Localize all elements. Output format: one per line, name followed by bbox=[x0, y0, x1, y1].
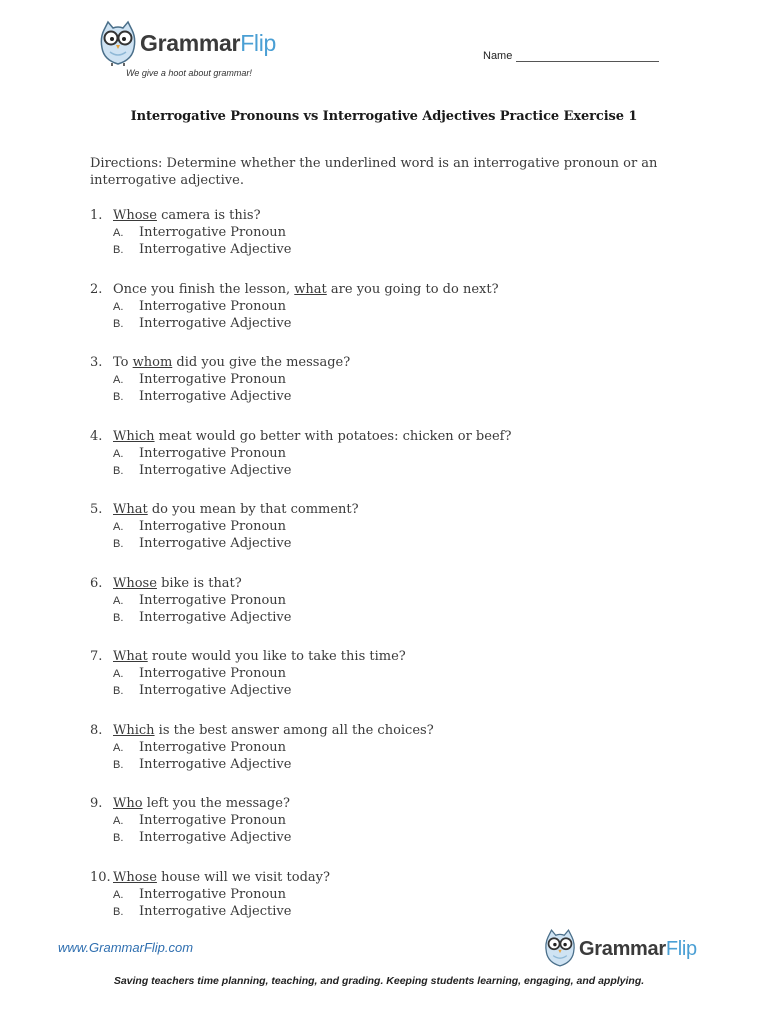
option-a[interactable] bbox=[113, 740, 286, 757]
option-letter: B. bbox=[113, 317, 124, 330]
question-number: 1. bbox=[90, 208, 103, 223]
option-label: Interrogative Adjective bbox=[139, 683, 292, 698]
question-text bbox=[113, 649, 406, 666]
option-a[interactable] bbox=[113, 887, 286, 904]
option-letter: A. bbox=[113, 521, 124, 533]
question-number: 7. bbox=[90, 649, 103, 664]
underlined-word: whom bbox=[132, 355, 173, 370]
brand-grammar-text: Grammar bbox=[579, 938, 666, 960]
option-label: Interrogative Adjective bbox=[139, 242, 292, 257]
question-number: 4. bbox=[90, 428, 103, 444]
option-a[interactable] bbox=[113, 225, 286, 242]
option-label: Interrogative Pronoun bbox=[139, 886, 287, 902]
option-a[interactable] bbox=[113, 593, 286, 610]
option-letter: A. bbox=[113, 447, 124, 460]
question-post: camera is this? bbox=[156, 208, 261, 223]
question-item bbox=[90, 576, 690, 650]
question-text bbox=[113, 796, 290, 813]
option-letter: A. bbox=[113, 668, 124, 680]
option-label: Interrogative Pronoun bbox=[139, 813, 287, 828]
option-letter: B. bbox=[113, 391, 124, 403]
option-b[interactable] bbox=[113, 316, 291, 333]
option-label: Interrogative Pronoun bbox=[139, 372, 287, 387]
option-label: Interrogative Pronoun bbox=[139, 298, 287, 314]
option-letter: A. bbox=[113, 815, 124, 827]
option-a[interactable] bbox=[113, 813, 286, 830]
option-a[interactable] bbox=[113, 372, 286, 389]
option-letter: A. bbox=[113, 594, 124, 607]
question-number: 10. bbox=[90, 869, 111, 885]
option-letter: A. bbox=[113, 888, 124, 901]
question-post: house will we visit today? bbox=[156, 869, 330, 885]
directions: Directions: Determine whether the underlined word is an interrogative pronoun or an interrogative adjective. bbox=[90, 156, 658, 188]
question-list bbox=[90, 208, 690, 943]
option-label: Interrogative Pronoun bbox=[139, 445, 287, 461]
option-b[interactable] bbox=[113, 683, 291, 700]
question-item bbox=[90, 355, 690, 429]
underlined-word: what bbox=[294, 281, 327, 297]
question-text bbox=[113, 576, 242, 593]
question-text bbox=[113, 502, 359, 519]
option-b[interactable] bbox=[113, 536, 291, 553]
option-letter: B. bbox=[113, 832, 124, 844]
question-item bbox=[90, 796, 690, 870]
tagline: We give a hoot about grammar! bbox=[126, 68, 252, 78]
grammarflip-footer-logo bbox=[543, 928, 703, 970]
option-label: Interrogative Adjective bbox=[139, 462, 292, 478]
option-letter: A. bbox=[113, 741, 124, 754]
option-letter: B. bbox=[113, 611, 124, 624]
question-item bbox=[90, 429, 690, 503]
option-label: Interrogative Adjective bbox=[139, 903, 292, 919]
underlined-word: Whose bbox=[113, 575, 157, 591]
option-label: Interrogative Adjective bbox=[139, 389, 292, 404]
question-post: is the best answer among all the choices? bbox=[154, 722, 434, 738]
question-number: 6. bbox=[90, 575, 103, 591]
option-a[interactable] bbox=[113, 666, 286, 683]
question-pre: Once you finish the lesson, bbox=[113, 281, 295, 297]
question-number: 9. bbox=[90, 796, 103, 811]
option-label: Interrogative Pronoun bbox=[139, 519, 287, 534]
question-text bbox=[113, 723, 434, 740]
question-text bbox=[113, 429, 511, 446]
option-label: Interrogative Pronoun bbox=[139, 225, 287, 240]
question-number: 2. bbox=[90, 281, 103, 297]
question-post: meat would go better with potatoes: chicken or beef? bbox=[154, 428, 512, 444]
underlined-word: Which bbox=[113, 428, 155, 444]
question-text bbox=[113, 282, 499, 299]
option-b[interactable] bbox=[113, 242, 291, 259]
owl-icon bbox=[543, 928, 577, 968]
footer-url-link[interactable]: www.GrammarFlip.com bbox=[58, 940, 194, 955]
question-item bbox=[90, 208, 690, 282]
question-item bbox=[90, 502, 690, 576]
question-item bbox=[90, 649, 690, 723]
question-text bbox=[113, 355, 350, 372]
option-b[interactable] bbox=[113, 904, 291, 921]
option-letter: B. bbox=[113, 685, 124, 697]
question-number: 8. bbox=[90, 722, 103, 738]
underlined-word: What bbox=[113, 649, 148, 664]
option-b[interactable] bbox=[113, 757, 291, 774]
underlined-word: What bbox=[113, 502, 148, 517]
name-blank-line[interactable] bbox=[516, 50, 659, 62]
question-post: bike is that? bbox=[156, 575, 242, 591]
footer-slogan: Saving teachers time planning, teaching, and grading. Keeping students learning, engaging, and applying. bbox=[113, 975, 645, 987]
owl-icon bbox=[98, 20, 138, 66]
option-label: Interrogative Adjective bbox=[139, 756, 292, 772]
option-letter: B. bbox=[113, 905, 124, 918]
question-item bbox=[90, 723, 690, 797]
option-label: Interrogative Adjective bbox=[139, 536, 292, 551]
option-b[interactable] bbox=[113, 389, 291, 406]
option-letter: A. bbox=[113, 374, 124, 386]
question-post: did you give the message? bbox=[172, 355, 351, 370]
brand-flip-text: Flip bbox=[240, 30, 277, 56]
option-letter: A. bbox=[113, 227, 124, 239]
question-post: do you mean by that comment? bbox=[147, 502, 359, 517]
question-item bbox=[90, 282, 690, 356]
option-letter: A. bbox=[113, 300, 124, 313]
question-text bbox=[113, 870, 330, 887]
option-label: Interrogative Adjective bbox=[139, 609, 292, 625]
option-label: Interrogative Adjective bbox=[139, 830, 292, 845]
option-b[interactable] bbox=[113, 610, 291, 627]
option-label: Interrogative Pronoun bbox=[139, 739, 287, 755]
brand-flip-text: Flip bbox=[665, 938, 697, 960]
option-a[interactable] bbox=[113, 299, 286, 316]
underlined-word: Which bbox=[113, 722, 155, 738]
option-a[interactable] bbox=[113, 519, 286, 536]
option-b[interactable] bbox=[113, 463, 291, 480]
option-letter: B. bbox=[113, 758, 124, 771]
brand-grammar-text: Grammar bbox=[140, 30, 241, 56]
question-post: left you the message? bbox=[142, 796, 290, 811]
option-label: Interrogative Pronoun bbox=[139, 666, 287, 681]
page-title: Interrogative Pronouns vs Interrogative Adjectives Practice Exercise 1 bbox=[130, 109, 638, 124]
name-field[interactable] bbox=[483, 50, 659, 62]
option-letter: B. bbox=[113, 244, 124, 256]
question-post: are you going to do next? bbox=[326, 281, 499, 297]
underlined-word: Whose bbox=[113, 869, 157, 885]
option-letter: B. bbox=[113, 538, 124, 550]
option-label: Interrogative Adjective bbox=[139, 315, 292, 331]
option-label: Interrogative Pronoun bbox=[139, 592, 287, 608]
name-label: Name bbox=[483, 50, 513, 62]
option-a[interactable] bbox=[113, 446, 286, 463]
question-post: route would you like to take this time? bbox=[147, 649, 406, 664]
option-b[interactable] bbox=[113, 830, 291, 847]
question-number: 5. bbox=[90, 502, 103, 517]
question-number: 3. bbox=[90, 355, 103, 370]
question-text bbox=[113, 208, 261, 225]
grammarflip-logo bbox=[96, 18, 296, 80]
question-pre: To bbox=[113, 355, 133, 370]
option-letter: B. bbox=[113, 464, 124, 477]
underlined-word: Who bbox=[113, 796, 143, 811]
underlined-word: Whose bbox=[113, 208, 157, 223]
